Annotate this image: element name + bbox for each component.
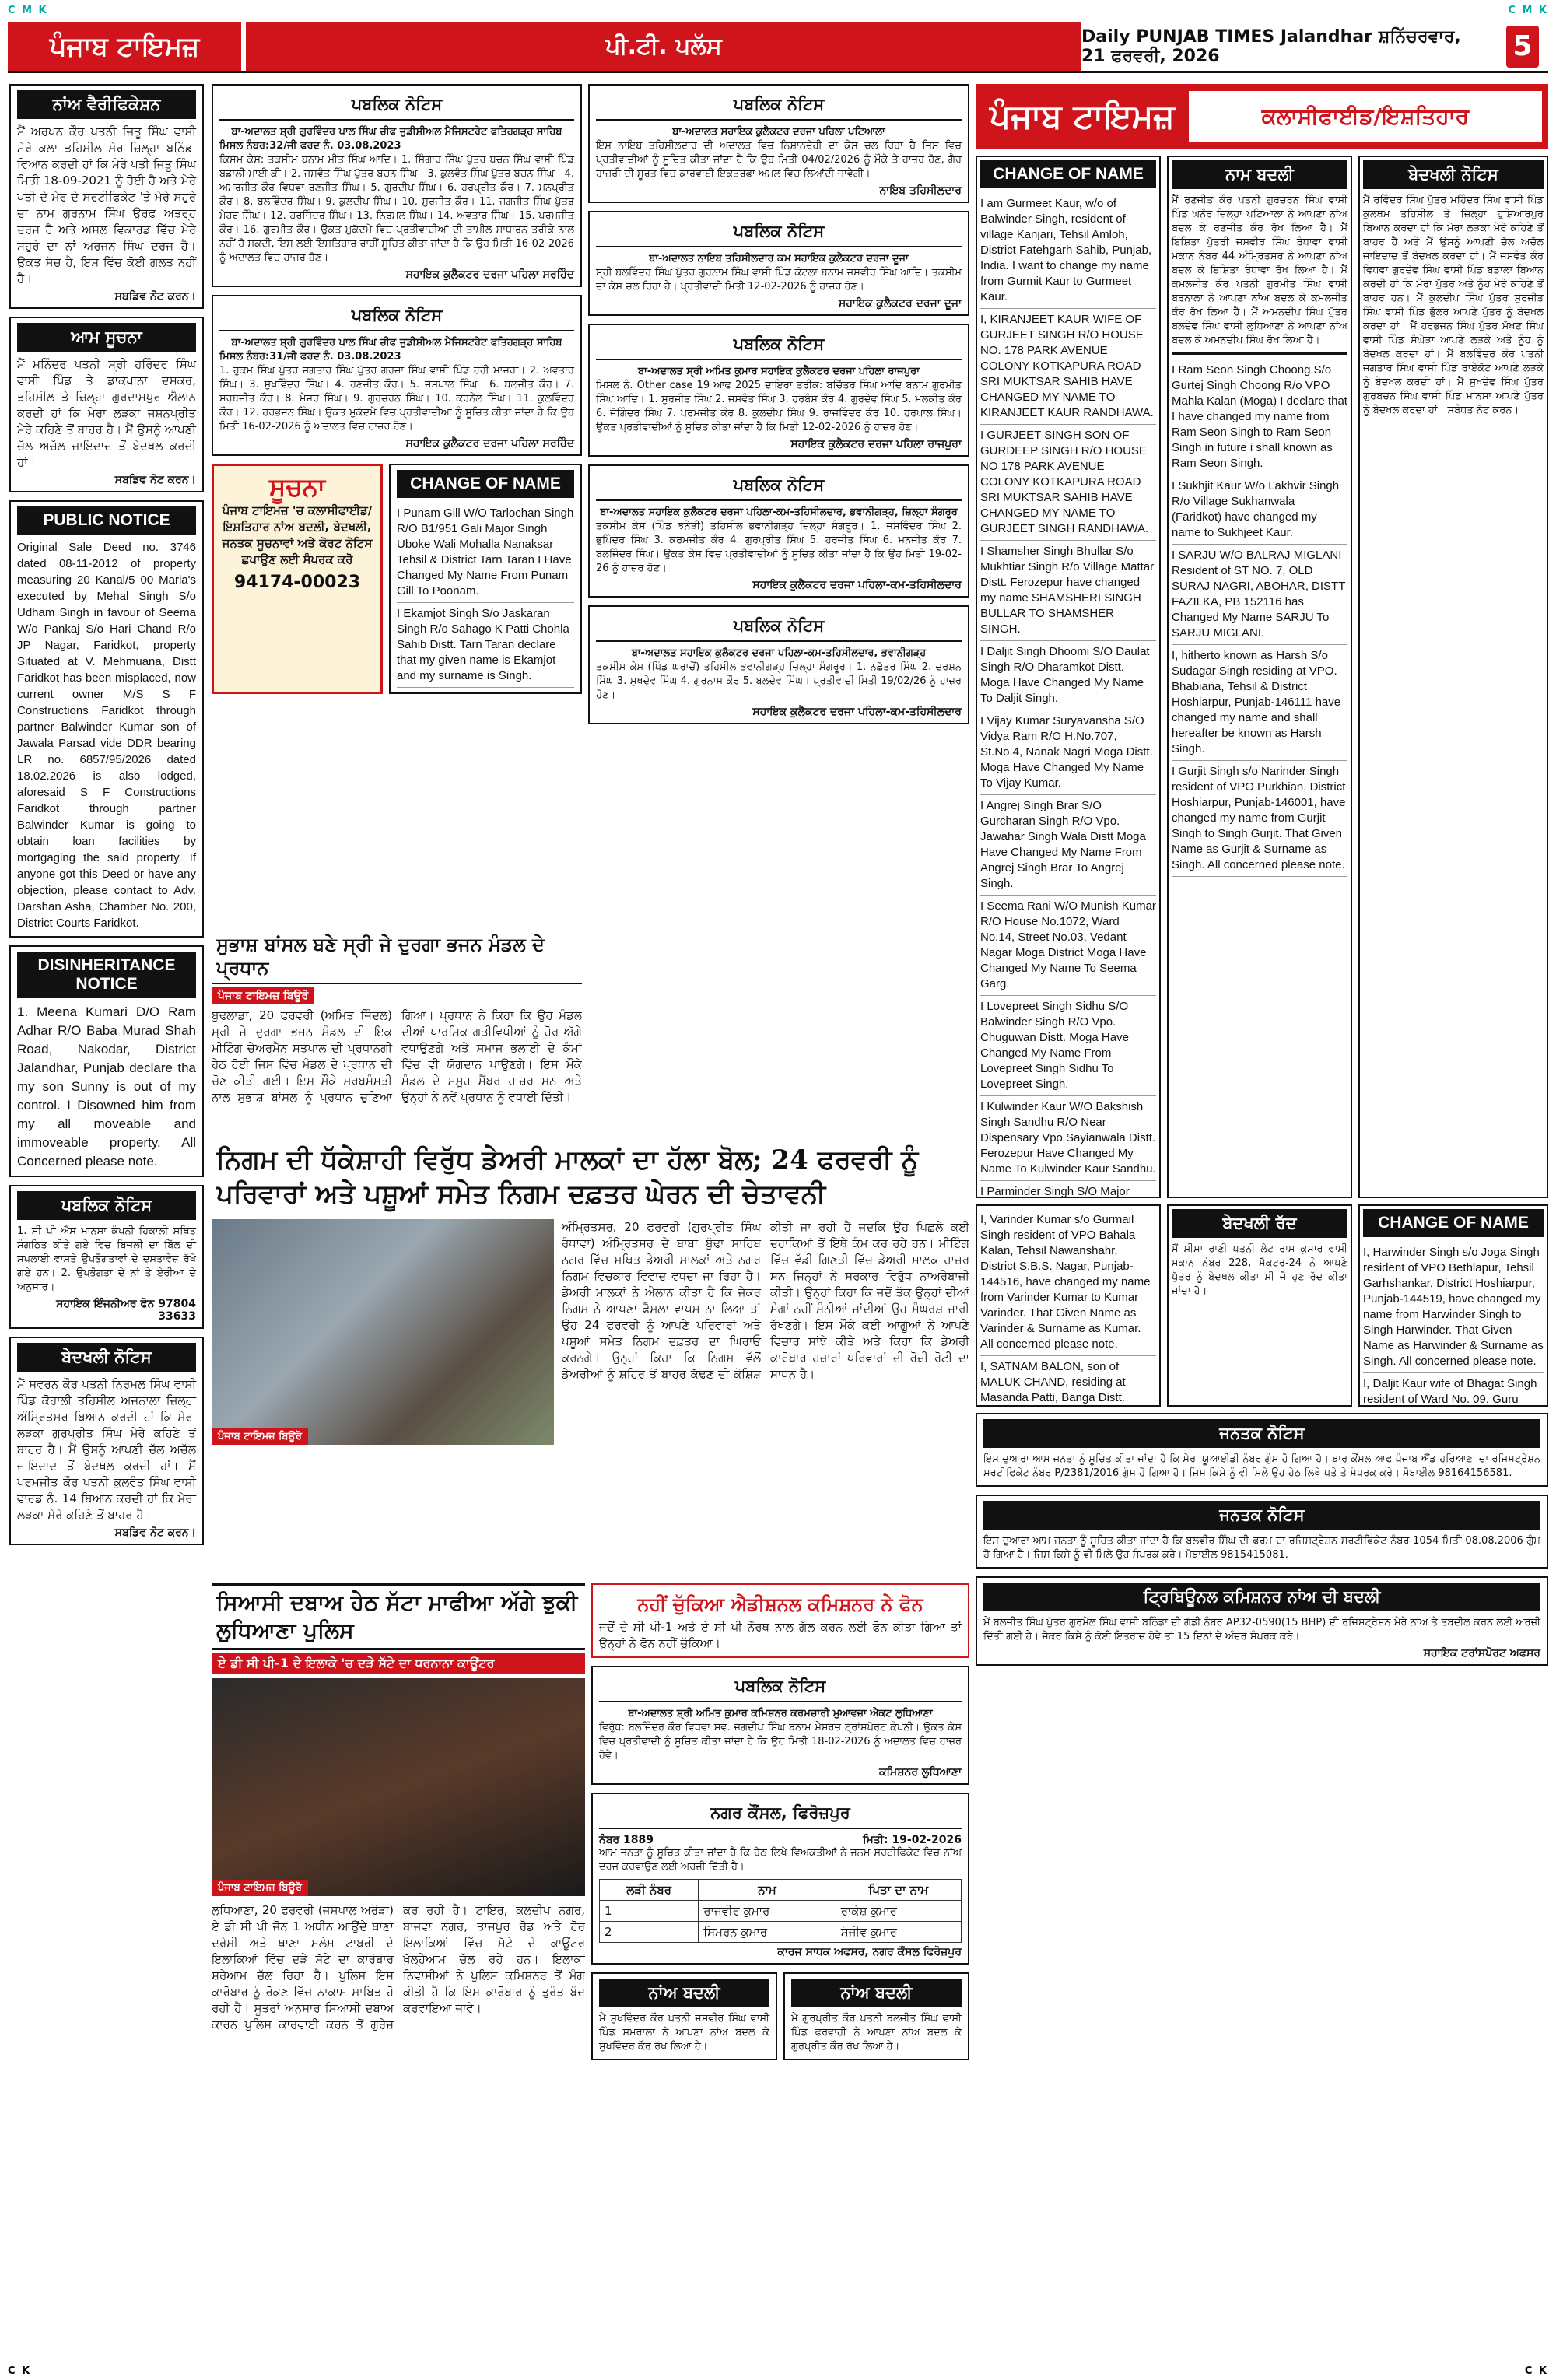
change-of-name-list: [980, 193, 1156, 1198]
classified-ad: [212, 464, 383, 694]
disinheritance-notice: [9, 945, 204, 1177]
notice-body: ਮਿਸਲ ਨੰ. Other case 19 ਆਫ 2025 ਦਾਇਰਾ ਤਰੀਕ: ਬਚਿੱਤਰ ਸਿੰਘ ਆਦਿ ਬਨਾਮ ਗੁਰਮੀਤ ਸਿੰਘ ਆਦਿ। 1. ਸੁਰਜੀਤ ਸਿੰਘ 2. ਜਸਵੰਤ ਸਿੰਘ 3. ਹਰਬੰਸ ਕੌਰ 4. ਗੁਰਦੇਵ ਸਿੰਘ 5. ਮਲਕੀਤ ਕੌਰ 6. ਜੋਗਿੰਦਰ ਸਿੰਘ 7. ਪਰਮਜੀਤ ਕੌਰ 8. ਕੁਲਦੀਪ ਸਿੰਘ 9. ਰਾਜਵਿੰਦਰ ਕੌਰ 10. ਹਰਪਾਲ ਸਿੰਘ। ਉਕਤ ਪ੍ਰਤੀਵਾਦੀਆਂ ਨੂੰ ਸੂਚਿਤ ਕੀਤਾ ਜਾਂਦਾ ਹੈ ਕਿ ਮਿਤੀ 12-02-2026 ਨੂੰ ਹਾਜ਼ਰ ਹੋਣ।: [596, 380, 962, 433]
news-kicker: ਏ ਡੀ ਸੀ ਪੀ-1 ਦੇ ਇਲਾਕੇ 'ਚ ਦੜੇ ਸੱਟੇ ਦਾ ਧਰਨਾਨਾ ਕਾਊਂਟਰ: [212, 1653, 585, 1674]
ref-date: ਮਿਤੀ: 19-02-2026: [863, 1834, 962, 1846]
court-name: ਬਾ-ਅਦਾਲਤ ਸ਼੍ਰੀ ਅਮਿਤ ਕੁਮਾਰ ਕਮਿਸ਼ਨਰ ਕਰਮਚਾਰੀ ਮੁਆਵਜ਼ਾ ਐਕਟ ਲੁਧਿਆਣਾ: [628, 1708, 933, 1719]
notice-heading: ਪਬਲਿਕ ਨੋਟਿਸ: [596, 471, 962, 501]
notice-signature: ਸਹਾਇਕ ਕੁਲੈਕਟਰ ਦਰਜਾ ਪਹਿਲਾ ਸਰਹਿੰਦ: [405, 268, 574, 281]
list-item: I Vijay Kumar Suryavansha S/O Vidya Ram R/O H.No.707, St.No.4, Nanak Nagri Moga Distt. Moga Have Changed My Name To Vijay Kumar.: [980, 710, 1156, 795]
list-item: I am Gurmeet Kaur, w/o of Balwinder Singh, resident of village Kanjari, Tehsil Amloh, District Fatehgarh Sahib, Punjab, India. I want to change my name from Gurmit Kaur to Gurmeet Kaur.: [980, 193, 1156, 309]
list-item: I Seema Rani W/O Munish Kumar R/O House No.1072, Ward No.14, Street No.03, Vedant Nagar Moga District Moga Have Changed My Name To Seema Garg.: [980, 896, 1156, 996]
notice-heading: ਪਬਲਿਕ ਨੋਟਿਸ: [596, 90, 962, 121]
column-1: [9, 84, 204, 2349]
notice-body: Original Sale Deed no. 3746 dated 08-11-2012 of property measuring 20 Kanal/5 00 Marla's executed by Mehal Singh S/o Udham Singh in favour of Seema W/o Pankaj S/o Hari Chand R/o JP Nagar, Faridkot, property Situated at V. Mehmuana, Distt Faridkot has been misplaced, now current owner M/S S F Constructions Faridkot through partner Balwinder Kumar son of Jawala Parsad vide DDR bearing LR no. 6857/95/2026 dated 18.02.2026 is also lodged, aforesaid S F Constructions Faridkot through partner Balwinder Kumar is going to obtain loan facilities by mortgaging the said property. If anyone got this Deed or have any objection, please contact to Adv. Darshan Asha, Chamber No. 200, District Courts Faridkot.: [17, 541, 196, 930]
notice-body: ਮੈਂ ਮਨਿੰਦਰ ਪਤਨੀ ਸ੍ਰੀ ਹਰਿੰਦਰ ਸਿੰਘ ਵਾਸੀ ਪਿੰਡ ਤੇ ਡਾਕਖਾਨਾ ਦਸਕਰ, ਤਹਿਸੀਲ ਤੇ ਜ਼ਿਲ੍ਹਾ ਗੁਰਦਾਸਪੁਰ ਐਲਾਨ ਕਰਦੀ ਹਾਂ ਕਿ ਮੇਰਾ ਲੜਕਾ ਜਸ਼ਨਪ੍ਰੀਤ ਮੇਰੇ ਕਹਿਣੇ ਤੋਂ ਬਾਹਰ ਹੈ। ਮੈਂ ਉਸਨੂੰ ਆਪਣੀ ਚੱਲ ਅਚੱਲ ਜਾਇਦਾਦ ਤੋਂ ਬੇਦਖਲ ਕਰਦੀ ਹਾਂ।: [17, 357, 196, 469]
notice-heading: ਪਬਲਿਕ ਨੋਟਿਸ: [17, 1191, 196, 1220]
court-notice-e: [588, 605, 969, 724]
classified-top-row: [976, 156, 1548, 1198]
table-header: ਨਾਮ: [699, 1880, 836, 1901]
photo-caption: ਪੰਜਾਬ ਟਾਇਮਜ਼ ਬਿਊਰੋ: [212, 1880, 308, 1896]
divider: [1172, 352, 1347, 355]
list-item: I, Harwinder Singh s/o Joga Singh resident of VPO Bethlapur, Tehsil Garhshankar, District Hoshiarpur, Punjab-144519, have changed my name from Harwinder Singh to Singh Harwinder. That Given Name as Harwinder & Surname as Singh. All concerned please note.: [1363, 1242, 1544, 1373]
list-item: I Gurjit Singh s/o Narinder Singh resident of VPO Purkhian, District Hoshiarpur, Punjab-146001, have changed my name from Gurjit Singh to Singh Gurjit. That Given Name as Gurjit & Surname as Singh. All concerned please note.: [1172, 761, 1347, 877]
list-item: I Punam Gill W/O Tarlochan Singh R/O B1/951 Gali Major Singh Uboke Wali Mohalla Nanaksar Tehsil & District Tarn Taran I Have Changed My Name From Punam Gill To Poonam.: [397, 503, 574, 603]
list-item: I Shamsher Singh Bhullar S/o Mukhtiar Singh R/o Village Mattar Distt. Ferozepur have changed my name SHAMSHERI SINGH BULLAR TO SHAMSHER SINGH.: [980, 541, 1156, 641]
list-item: I Daljit Singh Dhoomi S/O Daulat Singh R/O Dharamkot Distt. Moga Have Changed My Name To Daljit Singh.: [980, 641, 1156, 710]
change-of-name-box: [389, 464, 582, 694]
notice-heading: ਪਬਲਿਕ ਨੋਟਿਸ: [596, 330, 962, 360]
masthead-info: [1081, 22, 1548, 71]
list-item: I, SATNAM BALON, son of MALUK CHAND, residing at Masanda Patti, Banga Distt.: [980, 1356, 1156, 1407]
nagar-council-notice: [591, 1793, 969, 1965]
notice-body: ਮੈਂ ਸੀਮਾ ਰਾਣੀ ਪਤਨੀ ਲੇਟ ਰਾਮ ਕੁਮਾਰ ਵਾਸੀ ਮਕਾਨ ਨੰਬਰ 228, ਸੈਕਟਰ-24 ਨੇ ਆਪਣੇ ਪੁੱਤਰ ਨੂੰ ਬੇਦਖਲ ਕੀਤਾ ਸੀ ਜੋ ਹੁਣ ਰੱਦ ਕੀਤਾ ਜਾਂਦਾ ਹੈ।: [1172, 1243, 1347, 1297]
notice-heading: ਪਬਲਿਕ ਨੋਟਿਸ: [219, 90, 574, 121]
public-notice-english: [9, 500, 204, 938]
name-change-pair: [591, 1972, 969, 2068]
news-body: ਲੁਧਿਆਣਾ, 20 ਫਰਵਰੀ (ਜਸਪਾਲ ਅਰੋੜਾ) ਏ ਡੀ ਸੀ ਪੀ ਜੋਨ 1 ਅਧੀਨ ਆਉਂਦੇ ਥਾਣਾ ਦਰੇਸੀ ਅਤੇ ਥਾਣਾ ਸਲੇਮ ਟਾਬਰੀ ਦੇ ਇਲਾਕਿਆਂ ਵਿੱਚ ਦੜੇ ਸੱਟੇ ਦਾ ਕਾਰੋਬਾਰ ਸ਼ਰੇਆਮ ਚੱਲ ਰਿਹਾ ਹੈ। ਪੁਲਿਸ ਇਸ ਕਾਰੋਬਾਰ ਨੂੰ ਰੋਕਣ ਵਿੱਚ ਨਾਕਾਮ ਸਾਬਿਤ ਹੋ ਰਹੀ ਹੈ। ਸੂਤਰਾਂ ਅਨੁਸਾਰ ਸਿਆਸੀ ਦਬਾਅ ਕਾਰਨ ਪੁਲਿਸ ਕਾਰਵਾਈ ਕਰਨ ਤੋਂ ਗੁਰੇਜ਼ ਕਰ ਰਹੀ ਹੈ। ਟਾਇਰ, ਕੁਲਦੀਪ ਨਗਰ, ਬਾਜਵਾ ਨਗਰ, ਤਾਜਪੁਰ ਰੋਡ ਅਤੇ ਹੋਰ ਇਲਾਕਿਆਂ ਵਿੱਚ ਸੱਟੇ ਦੇ ਕਾਊਂਟਰ ਖੁੱਲ੍ਹੇਆਮ ਚੱਲ ਰਹੇ ਹਨ। ਇਲਾਕਾ ਨਿਵਾਸੀਆਂ ਨੇ ਪੁਲਿਸ ਕਮਿਸ਼ਨਰ ਤੋਂ ਮੰਗ ਕੀਤੀ ਹੈ ਕਿ ਇਸ ਕਾਰੋਬਾਰ ਨੂੰ ਤੁਰੰਤ ਬੰਦ ਕਰਵਾਇਆ ਜਾਵੇ।: [212, 1903, 585, 2031]
notice-signature: ਸਬਡਿਵ ਨੋਟ ਕਰਨ।: [114, 1526, 196, 1539]
table-row: [600, 1922, 962, 1943]
disowned-notice: [9, 1337, 204, 1545]
vehicle-transfer-notice: [976, 1576, 1548, 1666]
notice-body: ਆਮ ਜਨਤਾ ਨੂੰ ਸੂਚਿਤ ਕੀਤਾ ਜਾਂਦਾ ਹੈ ਕਿ ਹੇਠ ਲਿਖੇ ਵਿਅਕਤੀਆਂ ਨੇ ਜਨਮ ਸਰਟੀਫਿਕੇਟ ਵਿਚ ਨਾਂਅ ਦਰਜ ਕਰਵਾਉਣ ਲਈ ਅਰਜ਼ੀ ਦਿੱਤੀ ਹੈ।: [599, 1847, 962, 1873]
public-notice-punjabi: [9, 1185, 204, 1329]
notice-heading: ਪਬਲਿਕ ਨੋਟਿਸ: [219, 301, 574, 331]
notice-body: ਮੈਂ ਬਲਜੀਤ ਸਿੰਘ ਪੁੱਤਰ ਗੁਰਮੇਲ ਸਿੰਘ ਵਾਸੀ ਬਠਿੰਡਾ ਦੀ ਗੱਡੀ ਨੰਬਰ AP32-0590(15 BHP) ਦੀ ਰਜਿਸਟ੍ਰੇਸ਼ਨ ਮੇਰੇ ਨਾਂਅ ਤੇ ਤਬਦੀਲ ਕਰਨ ਲਈ ਅਰਜ਼ੀ ਦਿੱਤੀ ਗਈ ਹੈ। ਜੇਕਰ ਕਿਸੇ ਨੂੰ ਕੋਈ ਇਤਰਾਜ਼ ਹੋਵੇ ਤਾਂ 15 ਦਿਨਾਂ ਦੇ ਅੰਦਰ ਸੰਪਰਕ ਕਰੇ।: [983, 1617, 1540, 1642]
notice-heading: ਨਾਂਅ ਵੈਰੀਫਿਕੇਸ਼ਨ: [17, 90, 196, 119]
notice-body: ਸ੍ਰੀ ਬਲਵਿੰਦਰ ਸਿੰਘ ਪੁੱਤਰ ਗੁਰਨਾਮ ਸਿੰਘ ਵਾਸੀ ਪਿੰਡ ਕੋਟਲਾ ਬਨਾਮ ਜਸਵੀਰ ਸਿੰਘ ਆਦਿ। ਤਕਸੀਮ ਦਾ ਕੇਸ ਚਲ ਰਿਹਾ ਹੈ। ਪ੍ਰਤੀਵਾਦੀ ਮਿਤੀ 12-02-2026 ਨੂੰ ਹਾਜ਼ਰ ਹੋਣ।: [596, 267, 962, 293]
list-item: I Kulwinder Kaur W/O Bakshish Singh Sandhu R/O Near Dispensary Vpo Sayianwala Distt. Ferozepur Have Changed My Name To Kulwinder Kaur Sandhu.: [980, 1096, 1156, 1181]
notice-signature: ਸਹਾਇਕ ਕੁਲੈਕਟਰ ਦਰਜਾ ਪਹਿਲਾ-ਕਮ-ਤਹਿਸੀਲਦਾਰ: [752, 706, 962, 718]
ad-title: ਸੂਚਨਾ: [268, 472, 326, 502]
court-name: ਬਾ-ਅਦਾਲਤ ਨਾਇਬ ਤਹਿਸੀਲਦਾਰ ਕਮ ਸਹਾਇਕ ਕੁਲੈਕਟਰ ਦਰਜਾ ਦੂਜਾ: [649, 253, 909, 265]
ad-and-name-change-row: [212, 464, 582, 694]
classified-header: [976, 84, 1548, 149]
court-notice-a: [588, 84, 969, 203]
notice-body: ਮੈਂ ਸਵਰਨ ਕੌਰ ਪਤਨੀ ਨਿਰਮਲ ਸਿੰਘ ਵਾਸੀ ਪਿੰਡ ਕੋਹਾਲੀ ਤਹਿਸੀਲ ਅਜਨਾਲਾ ਜ਼ਿਲ੍ਹਾ ਅੰਮ੍ਰਿਤਸਰ ਬਿਆਨ ਕਰਦੀ ਹਾਂ ਕਿ ਮੇਰਾ ਲੜਕਾ ਗੁਰਪ੍ਰੀਤ ਸਿੰਘ ਮੇਰੇ ਕਹਿਣੇ ਤੋਂ ਬਾਹਰ ਹੈ। ਮੈਂ ਉਸਨੂੰ ਆਪਣੀ ਚੱਲ ਅਚੱਲ ਜਾਇਦਾਦ ਤੋਂ ਬੇਦਖਲ ਕਰਦੀ ਹਾਂ। ਮੈਂ ਪਰਮਜੀਤ ਕੌਰ ਪਤਨੀ ਕੁਲਵੰਤ ਸਿੰਘ ਵਾਸੀ ਵਾਰਡ ਨੰ. 14 ਬਿਆਨ ਕਰਦੀ ਹਾਂ ਕਿ ਮੇਰਾ ਲੜਕਾ ਮੇਰੇ ਕਹਿਣੇ ਤੋਂ ਬਾਹਰ ਹੈ।: [17, 1377, 196, 1522]
news-photo: [212, 1219, 554, 1445]
table-cell: ਸਿਮਰਨ ਕੁਮਾਰ: [699, 1922, 836, 1943]
page-number: 5: [1506, 26, 1539, 68]
notice-body: ਮੈਂ ਸੁਖਵਿੰਦਰ ਕੌਰ ਪਤਨੀ ਜਸਵੀਰ ਸਿੰਘ ਵਾਸੀ ਪਿੰਡ ਸਮਰਾਲਾ ਨੇ ਆਪਣਾ ਨਾਂਅ ਬਦਲ ਕੇ ਸੁਖਵਿੰਦਰ ਕੌਰ ਰੱਖ ਲਿਆ ਹੈ।: [599, 2013, 769, 2052]
notice-heading: ਨਾਂਅ ਬਦਲੀ: [791, 1979, 962, 2007]
notice-body: 1. ਹੁਕਮ ਸਿੰਘ ਪੁੱਤਰ ਜਗਤਾਰ ਸਿੰਘ ਪੁੱਤਰ ਗਰਜਾ ਸਿੰਘ ਵਾਸੀ ਪਿੰਡ ਹਰੀ ਮਾਜਰਾ। 2. ਅਵਤਾਰ ਸਿੰਘ। 3. ਸੁਖਵਿੰਦਰ ਸਿੰਘ। 4. ਰਣਜੀਤ ਕੌਰ। 5. ਜਸਪਾਲ ਸਿੰਘ। 6. ਬਲਜੀਤ ਕੌਰ। 7. ਸਰਬਜੀਤ ਕੌਰ। 8. ਮੇਜਰ ਸਿੰਘ। 9. ਗੁਰਚਰਨ ਸਿੰਘ। 10. ਕਰਨੈਲ ਸਿੰਘ। 11. ਕੁਲਵਿੰਦਰ ਕੌਰ। 12. ਹਰਭਜਨ ਸਿੰਘ। ਉਕਤ ਮੁਕੱਦਮੇ ਵਿਚ ਪ੍ਰਤੀਵਾਦੀਆਂ ਨੂੰ ਸੂਚਿਤ ਕੀਤਾ ਜਾਂਦਾ ਹੈ ਕਿ ਉਹ ਮਿਤੀ 16-02-2026 ਨੂੰ ਅਦਾਲਤ ਵਿਚ ਹਾਜ਼ਰ ਹੋਣ।: [219, 365, 574, 433]
photo-caption: ਪੰਜਾਬ ਟਾਇਮਜ਼ ਬਿਊਰੋ: [212, 1428, 308, 1445]
news-headline: ਨਿਗਮ ਦੀ ਧੱਕੇਸ਼ਾਹੀ ਵਿਰੁੱਧ ਡੇਅਰੀ ਮਾਲਕਾਂ ਦਾ ਹੱਲਾ ਬੋਲ; 24 ਫਰਵਰੀ ਨੂੰ ਪਰਿਵਾਰਾਂ ਅਤੇ ਪਸ਼ੂਆਂ ਸਮੇਤ ਨਿਗਮ ਦਫ਼ਤਰ ਘੇਰਨ ਦੀ ਚੇਤਾਵਨੀ: [216, 1144, 919, 1210]
name-change-box-1: [591, 1972, 777, 2060]
notice-heading: ਟ੍ਰਿਬਿਊਨਲ ਕਮਿਸ਼ਨਰ ਨਾਂਅ ਦੀ ਬਦਲੀ: [983, 1583, 1540, 1611]
public-notice-2: [976, 1495, 1548, 1569]
disowned-cancel-box: [1167, 1204, 1352, 1407]
applicant-table: [599, 1879, 962, 1943]
notice-body: ਤਕਸੀਮ ਕੇਸ (ਪਿੰਡ ਘਰਾਚੋਂ) ਤਹਿਸੀਲ ਭਵਾਨੀਗੜ੍ਹ ਜ਼ਿਲ੍ਹਾ ਸੰਗਰੂਰ। 1. ਨਛੱਤਰ ਸਿੰਘ 2. ਦਰਸ਼ਨ ਸਿੰਘ 3. ਸੁਖਦੇਵ ਸਿੰਘ 4. ਗੁਰਨਾਮ ਕੌਰ 5. ਬਲਦੇਵ ਸਿੰਘ। ਪ੍ਰਤੀਵਾਦੀ ਮਿਤੀ 19/02/26 ਨੂੰ ਹਾਜ਼ਰ ਹੋਣ।: [596, 661, 962, 701]
court-notice-1: [212, 84, 582, 287]
notice-heading: CHANGE OF NAME: [397, 470, 574, 498]
notice-ref-row: [599, 1834, 962, 1846]
list-item: I SARJU W/O BALRAJ MIGLANI Resident of ST NO. 7, OLD SURAJ NAGRI, ABOHAR, DISTT FAZILKA, PB 152116 has Changed My Name SARJU To SARJU MIGLANI.: [1172, 545, 1347, 645]
name-change-box-2: [783, 1972, 969, 2060]
classified-logo: ਪੰਜਾਬ ਟਾਇਮਜ਼: [990, 97, 1175, 135]
notice-heading: DISINHERITANCE NOTICE: [17, 952, 196, 998]
court-name: ਬਾ-ਅਦਾਲਤ ਸ਼੍ਰੀ ਗੁਰਵਿੰਦਰ ਪਾਲ ਸਿੰਘ ਚੀਫ ਜੁਡੀਸ਼ੀਅਲ ਮੈਜਿਸਟਰੇਟ ਫਤਿਹਗੜ੍ਹ ਸਾਹਿਬ: [231, 126, 562, 138]
notice-heading: ਬੇਦਖਲੀ ਰੱਦ: [1172, 1209, 1347, 1238]
notice-body: ਮੈਂ ਰਵਿੰਦਰ ਸਿੰਘ ਪੁੱਤਰ ਮਹਿੰਦਰ ਸਿੰਘ ਵਾਸੀ ਪਿੰਡ ਕੁਲਥਮ ਤਹਿਸੀਲ ਤੇ ਜ਼ਿਲ੍ਹਾ ਹੁਸ਼ਿਆਰਪੁਰ ਬਿਆਨ ਕਰਦਾ ਹਾਂ ਕਿ ਮੇਰਾ ਲੜਕਾ ਮੇਰੇ ਕਹਿਣੇ ਤੋਂ ਬਾਹਰ ਹੈ ਅਤੇ ਮੈਂ ਉਸਨੂੰ ਆਪਣੀ ਚੱਲ ਅਚੱਲ ਜਾਇਦਾਦ ਤੋਂ ਬੇਦਖਲ ਕਰਦਾ ਹਾਂ। ਮੈਂ ਜਸਵੰਤ ਕੌਰ ਵਿਧਵਾ ਗੁਰਦੇਵ ਸਿੰਘ ਵਾਸੀ ਪਿੰਡ ਬਡਾਲਾ ਬਿਆਨ ਕਰਦੀ ਹਾਂ ਕਿ ਮੇਰਾ ਪੁੱਤਰ ਅਤੇ ਨੂੰਹ ਮੇਰੇ ਕਹਿਣੇ ਤੋਂ ਬਾਹਰ ਹਨ। ਮੈਂ ਕੁਲਦੀਪ ਸਿੰਘ ਪੁੱਤਰ ਸੁਰਜੀਤ ਸਿੰਘ ਵਾਸੀ ਪਿੰਡ ਭੁੱਲਰ ਆਪਣੇ ਪੁੱਤਰ ਨੂੰ ਬੇਦਖਲ ਕਰਦਾ ਹਾਂ। ਮੈਂ ਹਰਭਜਨ ਸਿੰਘ ਪੁੱਤਰ ਮੱਖਣ ਸਿੰਘ ਵਾਸੀ ਪਿੰਡ ਸੰਘੇੜਾ ਆਪਣੇ ਲੜਕੇ ਅਤੇ ਨੂੰਹ ਨੂੰ ਬੇਦਖਲ ਕਰਦਾ ਹਾਂ। ਮੈਂ ਬਲਵਿੰਦਰ ਕੌਰ ਪਤਨੀ ਜਗਤਾਰ ਸਿੰਘ ਵਾਸੀ ਪਿੰਡ ਰਾਏਕੋਟ ਆਪਣੇ ਲੜਕੇ ਨੂੰ ਬੇਦਖਲ ਕਰਦੀ ਹਾਂ। ਮੈਂ ਸੁਖਦੇਵ ਸਿੰਘ ਪੁੱਤਰ ਗੁਰਬਚਨ ਸਿੰਘ ਵਾਸੀ ਪਿੰਡ ਮਾਨਸਾ ਆਪਣੇ ਪੁੱਤਰ ਨੂੰ ਬੇਦਖਲ ਕਰਦਾ ਹਾਂ। ਸਬੰਧਤ ਨੋਟ ਕਰਨ।: [1363, 195, 1544, 416]
list-item: I, KIRANJEET KAUR WIFE OF GURJEET SINGH R/O HOUSE NO. 178 PARK AVENUE COLONY KOTKAPURA ROAD SRI MUKTSAR SAHIB HAVE CHANGED MY NAME TO KIRANJEET KAUR RANDHAWA.: [980, 309, 1156, 425]
list-item: I Angrej Singh Brar S/O Gurcharan Singh R/O Vpo. Jawahar Singh Wala Distt Moga Have Changed My Name From Angrej Singh Brar To Angrej Singh.: [980, 795, 1156, 896]
public-notice-1: [976, 1413, 1548, 1487]
notice-heading: ਬੇਦਖਲੀ ਨੋਟਿਸ: [1363, 160, 1544, 189]
list-item: I Ram Seon Singh Choong S/o Gurtej Singh Choong R/o VPO Mahla Kalan (Moga) I declare that I have changed my name from Ram Seon Singh to Ram Seon Singh in future i shall known as Ram Seon Singh.: [1172, 359, 1347, 475]
notice-heading: ਨਗਰ ਕੌਂਸਲ, ਫਿਰੋਜ਼ਪੁਰ: [599, 1799, 962, 1829]
news-byline: ਪੰਜਾਬ ਟਾਇਮਜ਼ ਬਿਊਰੋ: [212, 987, 314, 1004]
notice-signature: ਕਮਿਸ਼ਨਰ ਲੁਧਿਆਣਾ: [878, 1766, 962, 1779]
table-header-row: [600, 1880, 962, 1901]
notice-heading: ਜਨਤਕ ਨੋਟਿਸ: [983, 1501, 1540, 1530]
news-photo: [212, 1678, 585, 1896]
case-number: ਮਿਸਲ ਨੰਬਰ:32/ਜੀ ਫਰਦ ਨੰ. 03.08.2023: [219, 140, 401, 152]
sidebar-headline: ਨਹੀਂ ਚੁੱਕਿਆ ਐਡੀਸ਼ਨਲ ਕਮਿਸ਼ਨਰ ਨੇ ਫੋਨ: [637, 1593, 923, 1615]
list-item: I, hitherto known as Harsh S/o Sudagar Singh residing at VPO. Bhabiana, Tehsil & District Hoshiarpur, Punjab-146111 have changed my name and shall hereafter be known as Harsh Singh.: [1172, 645, 1347, 761]
change-of-name-column: [976, 156, 1161, 1198]
registration-mark-top-left: C M K: [8, 5, 48, 16]
notice-body: ਇਸ ਦੁਆਰਾ ਆਮ ਜਨਤਾ ਨੂੰ ਸੂਚਿਤ ਕੀਤਾ ਜਾਂਦਾ ਹੈ ਕਿ ਬਲਵੀਰ ਸਿੰਘ ਦੀ ਫਰਮ ਦਾ ਰਜਿਸਟ੍ਰੇਸ਼ਨ ਸਰਟੀਫਿਕੇਟ ਨੰਬਰ 1054 ਮਿਤੀ 08.08.2006 ਗੁੰਮ ਹੋ ਗਿਆ ਹੈ। ਜਿਸ ਕਿਸੇ ਨੂੰ ਵੀ ਮਿਲੇ ਉਹ ਸੰਪਰਕ ਕਰੇ। ਮੋਬਾਈਲ 9815415081.: [983, 1535, 1540, 1561]
notice-heading: ਆਮ ਸੂਚਨਾ: [17, 323, 196, 352]
news-body: ਬੁਢਲਾਡਾ, 20 ਫਰਵਰੀ (ਅਮਿਤ ਜਿੰਦਲ) ਸ੍ਰੀ ਜੇ ਦੁਰਗਾ ਭਜਨ ਮੰਡਲ ਦੀ ਇਕ ਮੀਟਿੰਗ ਚੇਅਰਮੈਨ ਸਤਪਾਲ ਦੀ ਪ੍ਰਧਾਨਗੀ ਹੇਠ ਹੋਈ ਜਿਸ ਵਿੱਚ ਮੰਡਲ ਦੇ ਪ੍ਰਧਾਨ ਦੀ ਚੋਣ ਕੀਤੀ ਗਈ। ਇਸ ਮੌਕੇ ਸਰਬਸੰਮਤੀ ਨਾਲ ਸੁਭਾਸ਼ ਬਾਂਸਲ ਨੂੰ ਪ੍ਰਧਾਨ ਚੁਣਿਆ ਗਿਆ। ਪ੍ਰਧਾਨ ਨੇ ਕਿਹਾ ਕਿ ਉਹ ਮੰਡਲ ਦੀਆਂ ਧਾਰਮਿਕ ਗਤੀਵਿਧੀਆਂ ਨੂੰ ਹੋਰ ਅੱਗੇ ਵਧਾਉਣਗੇ ਅਤੇ ਸਮਾਜ ਭਲਾਈ ਦੇ ਕੰਮਾਂ ਵਿੱਚ ਵੀ ਯੋਗਦਾਨ ਪਾਉਣਗੇ। ਇਸ ਮੌਕੇ ਮੰਡਲ ਦੇ ਸਮੂਹ ਮੈਂਬਰ ਹਾਜ਼ਰ ਸਨ ਅਤੇ ਉਨ੍ਹਾਂ ਨੇ ਨਵੇਂ ਪ੍ਰਧਾਨ ਨੂੰ ਵਧਾਈ ਦਿੱਤੀ।: [212, 1008, 582, 1104]
change-of-name-list-3: [980, 1209, 1156, 1407]
court-notice-2: [212, 295, 582, 456]
sidebar-body: ਜਦੋਂ ਦੇ ਸੀ ਪੀ-1 ਅਤੇ ਏ ਸੀ ਪੀ ਨੌਰਥ ਨਾਲ ਗੱਲ ਕਰਨ ਲਈ ਫੋਨ ਕੀਤਾ ਗਿਆ ਤਾਂ ਉਨ੍ਹਾਂ ਨੇ ਫੋਨ ਨਹੀਂ ਚੁੱਕਿਆ।: [599, 1620, 962, 1650]
change-of-name-box-2: [1358, 1204, 1548, 1407]
classified-middle-row: [976, 1204, 1548, 1407]
court-name: ਬਾ-ਅਦਾਲਤ ਸ੍ਰੀ ਅਮਿਤ ਕੁਮਾਰ ਸਹਾਇਕ ਕੁਲੈਕਟਰ ਦਰਜਾ ਪਹਿਲਾ ਰਾਜਪੁਰਾ: [638, 366, 920, 377]
notice-heading: ਪਬਲਿਕ ਨੋਟਿਸ: [596, 612, 962, 642]
table-cell: ਰਾਜਵੀਰ ਕੁਮਾਰ: [699, 1901, 836, 1922]
court-name: ਬਾ-ਅਦਾਲਤ ਸਹਾਇਕ ਕੁਲੈਕਟਰ ਦਰਜਾ ਪਹਿਲਾ-ਕਮ-ਤਹਿਸੀਲਦਾਰ, ਭਵਾਨੀਗੜ੍ਹ: [631, 647, 927, 659]
list-item: I Parminder Singh S/O Major: [980, 1181, 1156, 1198]
list-item: I, Daljit Kaur wife of Bhagat Singh resident of Ward No. 09, Guru: [1363, 1373, 1544, 1407]
court-notice-d: [588, 464, 969, 598]
notice-signature: ਸਹਾਇਕ ਕੁਲੈਕਟਰ ਦਰਜਾ ਪਹਿਲਾ-ਕਮ-ਤਹਿਸੀਲਦਾਰ: [752, 579, 962, 591]
change-of-name-list: [397, 503, 574, 688]
notice-heading: ਬੇਦਖਲੀ ਨੋਟਿਸ: [17, 1343, 196, 1372]
classified-section: [976, 84, 1548, 2349]
table-header: ਪਿਤਾ ਦਾ ਨਾਮ: [836, 1880, 961, 1901]
notice-heading: CHANGE OF NAME: [1363, 1209, 1544, 1237]
notice-signature: ਨਾਇਬ ਤਹਿਸੀਲਦਾਰ: [879, 184, 962, 197]
newspaper-logo: ਪੰਜਾਬ ਟਾਇਮਜ਼: [8, 22, 241, 71]
notice-heading: ਨਾਂਅ ਬਦਲੀ: [599, 1979, 769, 2007]
table-cell: ਰਾਕੇਸ਼ ਕੁਮਾਰ: [836, 1901, 961, 1922]
case-number: ਮਿਸਲ ਨੰਬਰ:31/ਜੀ ਫਰਦ ਨੰ. 03.08.2023: [219, 351, 401, 363]
sidebar-box: [591, 1583, 969, 1658]
table-cell: ਸੰਜੀਵ ਕੁਮਾਰ: [836, 1922, 961, 1943]
notice-heading: ਜਨਤਕ ਨੋਟਿਸ: [983, 1419, 1540, 1448]
notice-signature: ਸਹਾਇਕ ਇੰਜਨੀਅਰ ਫੋਨ 97804 33633: [56, 1298, 196, 1323]
notice-heading: ਪਬਲਿਕ ਨੋਟਿਸ: [599, 1672, 962, 1702]
notice-signature: ਸਹਾਇਕ ਕੁਲੈਕਟਰ ਦਰਜਾ ਦੂਜਾ: [839, 297, 962, 310]
notice-signature: ਸਹਾਇਕ ਕੁਲੈਕਟਰ ਦਰਜਾ ਪਹਿਲਾ ਸਰਹਿੰਦ: [405, 437, 574, 450]
notice-body: ਮੈਂ ਗੁਰਪ੍ਰੀਤ ਕੌਰ ਪਤਨੀ ਬਲਜੀਤ ਸਿੰਘ ਵਾਸੀ ਪਿੰਡ ਫਰਵਾਹੀ ਨੇ ਆਪਣਾ ਨਾਂਅ ਬਦਲ ਕੇ ਗੁਰਪ੍ਰੀਤ ਕੌਰ ਰੱਖ ਲਿਆ ਹੈ।: [791, 2013, 962, 2052]
notice-heading: PUBLIC NOTICE: [17, 506, 196, 535]
news-ludhiana-sidebar: [591, 1583, 969, 2354]
disowned-column: [1358, 156, 1548, 1198]
change-of-name-list-2: [1172, 359, 1347, 877]
table-cell: 2: [600, 1922, 699, 1943]
change-of-name-list-4: [1363, 1242, 1544, 1407]
section-title: ਪੀ.ਟੀ. ਪਲੱਸ: [241, 22, 1081, 71]
registration-mark-top-right: C M K: [1508, 5, 1548, 16]
notice-heading: CHANGE OF NAME: [980, 160, 1156, 188]
news-body: ਅੰਮ੍ਰਿਤਸਰ, 20 ਫਰਵਰੀ (ਗੁਰਪ੍ਰੀਤ ਸਿੰਘ ਰੰਧਾਵਾ) ਅੰਮ੍ਰਿਤਸਰ ਦੇ ਬਾਬਾ ਬੁੱਢਾ ਸਾਹਿਬ ਨਗਰ ਵਿੱਚ ਸਥਿਤ ਡੇਅਰੀ ਮਾਲਕਾਂ ਅਤੇ ਨਗਰ ਨਿਗਮ ਵਿਚਕਾਰ ਵਿਵਾਦ ਵਧਦਾ ਜਾ ਰਿਹਾ ਹੈ। ਡੇਅਰੀ ਮਾਲਕਾਂ ਨੇ ਐਲਾਨ ਕੀਤਾ ਹੈ ਕਿ ਜੇਕਰ ਨਿਗਮ ਨੇ ਆਪਣਾ ਫੈਸਲਾ ਵਾਪਸ ਨਾ ਲਿਆ ਤਾਂ ਉਹ 24 ਫਰਵਰੀ ਨੂੰ ਆਪਣੇ ਪਰਿਵਾਰਾਂ ਅਤੇ ਪਸ਼ੂਆਂ ਸਮੇਤ ਨਿਗਮ ਦਫ਼ਤਰ ਦਾ ਘਿਰਾਓ ਕਰਨਗੇ। ਉਨ੍ਹਾਂ ਕਿਹਾ ਕਿ ਨਿਗਮ ਵੱਲੋਂ ਡੇਅਰੀਆਂ ਨੂੰ ਸ਼ਹਿਰ ਤੋਂ ਬਾਹਰ ਕੱਢਣ ਦੀ ਕੋਸ਼ਿਸ਼ ਕੀਤੀ ਜਾ ਰਹੀ ਹੈ ਜਦਕਿ ਉਹ ਪਿਛਲੇ ਕਈ ਦਹਾਕਿਆਂ ਤੋਂ ਇੱਥੇ ਕੰਮ ਕਰ ਰਹੇ ਹਨ। ਮੀਟਿੰਗ ਵਿੱਚ ਵੱਡੀ ਗਿਣਤੀ ਵਿੱਚ ਡੇਅਰੀ ਮਾਲਕ ਹਾਜ਼ਰ ਸਨ ਜਿਨ੍ਹਾਂ ਨੇ ਸਰਕਾਰ ਵਿਰੁੱਧ ਨਾਅਰੇਬਾਜ਼ੀ ਕੀਤੀ। ਉਨ੍ਹਾਂ ਕਿਹਾ ਕਿ ਜਦੋਂ ਤੱਕ ਉਨ੍ਹਾਂ ਦੀਆਂ ਮੰਗਾਂ ਨਹੀਂ ਮੰਨੀਆਂ ਜਾਂਦੀਆਂ ਉਹ ਸੰਘਰਸ਼ ਜਾਰੀ ਰੱਖਣਗੇ। ਇਸ ਮੌਕੇ ਕਈ ਆਗੂਆਂ ਨੇ ਆਪਣੇ ਵਿਚਾਰ ਸਾਂਝੇ ਕੀਤੇ ਅਤੇ ਕਿਹਾ ਕਿ ਡੇਅਰੀ ਕਾਰੋਬਾਰ ਹਜ਼ਾਰਾਂ ਪਰਿਵਾਰਾਂ ਦੀ ਰੋਜ਼ੀ ਰੋਟੀ ਦਾ ਸਾਧਨ ਹੈ।: [562, 1220, 969, 1381]
masthead: [8, 22, 1548, 73]
table-header: ਲੜੀ ਨੰਬਰ: [600, 1880, 699, 1901]
notice-body: ਮੈਂ ਰਣਜੀਤ ਕੌਰ ਪਤਨੀ ਗੁਰਚਰਨ ਸਿੰਘ ਵਾਸੀ ਪਿੰਡ ਘਨੌਰ ਜ਼ਿਲ੍ਹਾ ਪਟਿਆਲਾ ਨੇ ਆਪਣਾ ਨਾਂਅ ਬਦਲ ਕੇ ਰਣਜੀਤ ਕੌਰ ਰੱਖ ਲਿਆ ਹੈ। ਮੈਂ ਇਸ਼ਿਤਾ ਪੁੱਤਰੀ ਜਸਵੀਰ ਸਿੰਘ ਰੰਧਾਵਾ ਵਾਸੀ ਮਕਾਨ ਨੰਬਰ 44 ਅੰਮ੍ਰਿਤਸਰ ਨੇ ਆਪਣਾ ਨਾਂਅ ਬਦਲ ਕੇ ਇਸ਼ਿਤਾ ਰੰਧਾਵਾ ਰੱਖ ਲਿਆ ਹੈ। ਮੈਂ ਕਮਲਜੀਤ ਕੌਰ ਪਤਨੀ ਗੁਰਮੀਤ ਸਿੰਘ ਵਾਸੀ ਬਰਨਾਲਾ ਨੇ ਆਪਣਾ ਨਾਂਅ ਬਦਲ ਕੇ ਕਮਲਜੀਤ ਕੌਰ ਰੱਖ ਲਿਆ ਹੈ। ਮੈਂ ਅਮਨਦੀਪ ਸਿੰਘ ਪੁੱਤਰ ਬਲਦੇਵ ਸਿੰਘ ਵਾਸੀ ਲੁਧਿਆਣਾ ਨੇ ਆਪਣਾ ਨਾਂਅ ਬਦਲ ਕੇ ਅਮਨਦੀਪ ਸਿੰਘ ਰੱਖ ਲਿਆ ਹੈ।: [1172, 195, 1347, 346]
court-name: ਬਾ-ਅਦਾਲਤ ਸਹਾਇਕ ਕੁਲੈਕਟਰ ਦਰਜਾ ਪਹਿਲਾ ਪਟਿਆਲਾ: [672, 126, 885, 138]
ad-text: ਪੰਜਾਬ ਟਾਇਮਜ਼ 'ਚ ਕਲਾਸੀਫਾਈਡ/ ਇਸ਼ਤਿਹਾਰ ਨਾਂਅ ਬਦਲੀ, ਬੇਦਖਲੀ, ਜਨਤਕ ਸੂਚਨਾਵਾਂ ਅਤੇ ਕੋਰਟ ਨੋਟਿਸ ਛਪਾਉਣ ਲਈ ਸੰਪਰਕ ਕਰੋ: [222, 503, 373, 566]
table-row: [600, 1901, 962, 1922]
news-dairy-protest: [212, 1140, 969, 1576]
list-item: I Ekamjot Singh S/o Jaskaran Singh R/o Sahago K Patti Chohla Sahib Distt. Tarn Taran declare that my given name is Ekamjot and my surname is Singh.: [397, 603, 574, 688]
notice-body: 1. ਸੀ ਪੀ ਐਸ ਮਾਨਸਾ ਕੰਪਨੀ ਹਿਕਾਲੀ ਸਥਿਤ ਸੰਗਠਿਤ ਕੀਤੇ ਗਏ ਵਿਚ ਬਿਜਲੀ ਦਾ ਬਿੱਲ ਦੀ ਸਪਲਾਈ ਵਾਸਤੇ ਉਪਭੋਗਤਾਵਾਂ ਦੇ ਦਸਤਾਵੇਜ਼ ਰੱਖੇ ਗਏ ਹਨ। 2. ਉਪਭੋਗਤਾ ਦੇ ਨਾਂ ਤੇ ਏਰੀਆ ਦੇ ਅਨੁਸਾਰ।: [17, 1225, 196, 1293]
news-headline: ਸਿਆਸੀ ਦਬਾਅ ਹੇਠ ਸੱਟਾ ਮਾਫੀਆ ਅੱਗੇ ਝੁਕੀ ਲੁਧਿਆਣਾ ਪੁਲਿਸ: [212, 1583, 585, 1650]
notice-signature: ਸਬਡਿਵ ਨੋਟ ਕਰਨ।: [114, 290, 196, 303]
news-bhajan-mandal: [212, 930, 582, 1132]
notice-body: 1. Meena Kumari D/O Ram Adhar R/O Baba Murad Shah Road, Nakodar, District Jalandhar, Punjab declare tha my son Sunny is out of my control. I Disowned him from my all moveable and immoveable property. All Concerned please note.: [17, 1004, 196, 1169]
ad-phone: 94174-00023: [233, 573, 361, 592]
registration-mark-bottom-left: C K: [8, 2365, 32, 2377]
notice-signature: ਸਬਡਿਵ ਨੋਟ ਕਰਨ।: [114, 474, 196, 486]
court-name: ਬਾ-ਅਦਾਲਤ ਸ਼੍ਰੀ ਗੁਰਵਿੰਦਰ ਪਾਲ ਸਿੰਘ ਚੀਫ ਜੁਡੀਸ਼ੀਅਲ ਮੈਜਿਸਟਰੇਟ ਫਤਿਹਗੜ੍ਹ ਸਾਹਿਬ: [231, 337, 562, 349]
notice-signature: ਸਹਾਇਕ ਕੁਲੈਕਟਰ ਦਰਜਾ ਪਹਿਲਾ ਰਾਜਪੁਰਾ: [790, 438, 962, 450]
court-notice-f: [591, 1666, 969, 1785]
list-item: I Lovepreet Singh Sidhu S/O Balwinder Singh R/O Vpo. Chuguwan Distt. Moga Have Changed My Name From Lovepreet Singh Sidhu To Lovepreet Singh.: [980, 996, 1156, 1096]
name-verification-notice: [9, 84, 204, 309]
ref-number: ਨੰਬਰ 1889: [599, 1834, 654, 1846]
list-item: I, Varinder Kumar s/o Gurmail Singh resident of VPO Bahala Kalan, Tehsil Nawanshahr, District S.B.S. Nagar, Punjab-144516, have changed my name from Varinder Kumar to Kumar Varinder. That Given Name as Varinder & Surname as Kumar. All concerned please note.: [980, 1209, 1156, 1356]
notice-body: ਕਿਸਮ ਕੇਸ: ਤਕਸੀਮ ਬਨਾਮ ਮੀਤ ਸਿੰਘ ਆਦਿ। 1. ਸਿੰਗਾਰ ਸਿੰਘ ਪੁੱਤਰ ਬਚਨ ਸਿੰਘ ਵਾਸੀ ਪਿੰਡ ਬਡਾਲੀ ਮਾਈ ਕੀ। 2. ਜਸਵੰਤ ਸਿੰਘ ਪੁੱਤਰ ਬਚਨ ਸਿੰਘ। 3. ਕੁਲਵੰਤ ਸਿੰਘ ਪੁੱਤਰ ਬਚਨ ਸਿੰਘ। 4. ਅਮਰਜੀਤ ਕੌਰ ਵਿਧਵਾ ਰਣਜੀਤ ਸਿੰਘ। 5. ਗੁਰਦੀਪ ਸਿੰਘ। 6. ਹਰਪ੍ਰੀਤ ਕੌਰ। 7. ਮਨਪ੍ਰੀਤ ਕੌਰ। 8. ਬਲਵਿੰਦਰ ਸਿੰਘ। 9. ਕੁਲਦੀਪ ਸਿੰਘ। 10. ਸੁਰਜੀਤ ਕੌਰ। 11. ਜਗਜੀਤ ਸਿੰਘ ਪੁੱਤਰ ਮੇਹਰ ਸਿੰਘ। 12. ਹਰਜਿੰਦਰ ਸਿੰਘ। 13. ਨਿਰਮਲ ਸਿੰਘ। 14. ਅਵਤਾਰ ਸਿੰਘ। 15. ਪਰਮਜੀਤ ਕੌਰ। 16. ਗੁਰਮੀਤ ਕੌਰ। ਉਕਤ ਮੁਕੱਦਮੇ ਵਿਚ ਪ੍ਰਤੀਵਾਦੀਆਂ ਦੀ ਤਾਮੀਲ ਸਾਧਾਰਨ ਤਰੀਕੇ ਨਾਲ ਨਹੀਂ ਹੋ ਸਕਦੀ, ਇਸ ਲਈ ਇਸ਼ਤਿਹਾਰ ਰਾਹੀਂ ਸੂਚਿਤ ਕੀਤਾ ਜਾਂਦਾ ਹੈ ਕਿ ਉਹ ਮਿਤੀ 16-02-2026 ਨੂੰ ਅਦਾਲਤ ਵਿਚ ਹਾਜ਼ਰ ਹੋਣ।: [219, 154, 574, 264]
list-item: I Sukhjit Kaur W/o Lakhvir Singh R/o Village Sukhanwala (Faridkot) have changed my name to Sukhjeet Kaur.: [1172, 475, 1347, 545]
news-ludhiana-police: [212, 1583, 585, 2354]
notice-body: ਤਕਸੀਮ ਕੇਸ (ਪਿੰਡ ਝਨੇੜੀ) ਤਹਿਸੀਲ ਭਵਾਨੀਗੜ੍ਹ ਜ਼ਿਲ੍ਹਾ ਸੰਗਰੂਰ। 1. ਜਸਵਿੰਦਰ ਸਿੰਘ 2. ਭੁਪਿੰਦਰ ਸਿੰਘ 3. ਕਰਮਜੀਤ ਕੌਰ 4. ਗੁਰਪ੍ਰੀਤ ਸਿੰਘ 5. ਹਰਜੀਤ ਸਿੰਘ 6. ਮਨਜੀਤ ਕੌਰ 7. ਬਲਜਿੰਦਰ ਸਿੰਘ। ਉਕਤ ਕੇਸ ਵਿਚ ਪ੍ਰਤੀਵਾਦੀਆਂ ਨੂੰ ਸੂਚਿਤ ਕੀਤਾ ਜਾਂਦਾ ਹੈ ਕਿ ਉਹ ਮਿਤੀ 19-02-26 ਨੂੰ ਹਾਜ਼ਰ ਹੋਣ।: [596, 521, 962, 574]
classified-title: ਕਲਾਸੀਫਾਈਡ/ਇਸ਼ਤਿਹਾਰ: [1189, 91, 1542, 142]
notice-body: ਵਿਰੁੱਧ: ਬਲਜਿੰਦਰ ਕੌਰ ਵਿਧਵਾ ਸਵ. ਜਗਦੀਪ ਸਿੰਘ ਬਨਾਮ ਮੈਸਰਜ਼ ਟ੍ਰਾਂਸਪੋਰਟ ਕੰਪਨੀ। ਉਕਤ ਕੇਸ ਵਿਚ ਪ੍ਰਤੀਵਾਦੀ ਨੂੰ ਸੂਚਿਤ ਕੀਤਾ ਜਾਂਦਾ ਹੈ ਕਿ ਉਹ ਮਿਤੀ 18-02-2026 ਨੂੰ ਅਦਾਲਤ ਵਿਚ ਹਾਜ਼ਰ ਹੋਵੇ।: [599, 1722, 962, 1761]
notice-heading: ਨਾਮ ਬਦਲੀ: [1172, 160, 1347, 189]
notice-signature: ਕਾਰਜ ਸਾਧਕ ਅਫਸਰ, ਨਗਰ ਕੌਂਸਲ ਫਿਰੋਜ਼ਪੁਰ: [777, 1946, 962, 1958]
news-content: [212, 1219, 969, 1562]
notice-body: ਮੈਂ ਅਰਪਨ ਕੌਰ ਪਤਨੀ ਜਿਤੂ ਸਿੰਘ ਵਾਸੀ ਮੇਰੇ ਕਲਾ ਤਹਿਸੀਲ ਮੇਰ ਜ਼ਿਲ੍ਹਾ ਬਠਿੰਡਾ ਵਿਆਨ ਕਰਦੀ ਹਾਂ ਕਿ ਮੇਰੇ ਪਤੀ ਜਿਤੂ ਸਿੰਘ ਮਿਤੀ 18-09-2021 ਨੂੰ ਹੋਈ ਹੈ ਅਤੇ ਮੇਰੇ ਪਤੀ ਦੇ ਮੇਰ ਦੇ ਸਰਟੀਫਿਕੇਟ 'ਤੇ ਮੇਰੇ ਸਹੁਰੇ ਦਾ ਨਾਮ ਗੁਰਨਾਮ ਸਿੰਘ ਉਰਫ ਅਤਰ੍ਹ ਦਰਜ ਹੈ ਅਤੇ ਅਸਲ ਵਿਕਾਰਡ ਵਿੱਚ ਮੇਰੇ ਸਹੁਰੇ ਦਾ ਨਾਂ ਅਰਜਨ ਸਿੰਘ ਦਰਜ ਹੈ। ਉਕਤ ਸੱਚ ਹੈ, ਇਸ ਵਿੱਚ ਕੋਈ ਗਲਤ ਨਹੀਂ ਹੈ।: [17, 124, 196, 286]
table-cell: 1: [600, 1901, 699, 1922]
notice-heading: ਪਬਲਿਕ ਨੋਟਿਸ: [596, 217, 962, 247]
general-notice: [9, 317, 204, 492]
notice-body: ਇਸ ਦੁਆਰਾ ਆਮ ਜਨਤਾ ਨੂੰ ਸੂਚਿਤ ਕੀਤਾ ਜਾਂਦਾ ਹੈ ਕਿ ਮੇਰਾ ਯੂਆਈਡੀ ਨੰਬਰ ਗੁੰਮ ਹੋ ਗਿਆ ਹੈ। ਬਾਰ ਕੌਂਸਲ ਆਫ ਪੰਜਾਬ ਐਂਡ ਹਰਿਆਣਾ ਦਾ ਰਜਿਸਟ੍ਰੇਸ਼ਨ ਸਰਟੀਫਿਕੇਟ ਨੰਬਰ P/2381/2016 ਗੁੰਮ ਹੋ ਗਿਆ ਹੈ। ਜਿਸ ਕਿਸੇ ਨੂੰ ਵੀ ਮਿਲੇ ਉਹ ਹੇਠ ਲਿਖੇ ਪਤੇ ਤੇ ਸੰਪਰਕ ਕਰੇ। ਮੋਬਾਈਲ 98164156581.: [983, 1453, 1540, 1479]
court-notice-c: [588, 324, 969, 457]
change-of-name-more: [976, 1204, 1161, 1407]
news-headline: ਸੁਭਾਸ਼ ਬਾਂਸਲ ਬਣੇ ਸ੍ਰੀ ਜੇ ਦੁਰਗਾ ਭਜਨ ਮੰਡਲ ਦੇ ਪ੍ਰਧਾਨ: [212, 930, 582, 984]
court-name: ਬਾ-ਅਦਾਲਤ ਸਹਾਇਕ ਕੁਲੈਕਟਰ ਦਰਜਾ ਪਹਿਲਾ-ਕਮ-ਤਹਿਸੀਲਦਾਰ, ਭਵਾਨੀਗੜ੍ਹ, ਜ਼ਿਲ੍ਹਾ ਸੰਗਰੂਰ: [600, 506, 958, 518]
court-notice-b: [588, 211, 969, 316]
notice-signature: ਸਹਾਇਕ ਟਰਾਂਸਪੋਰਟ ਅਫਸਰ: [1423, 1647, 1540, 1660]
column-2: [212, 84, 582, 924]
list-item: I GURJEET SINGH SON OF GURDEEP SINGH R/O HOUSE NO 178 PARK AVENUE COLONY KOTKAPURA ROAD SRI MUKTSAR SAHIB HAVE CHANGED MY NAME TO GURJEET SINGH RANDHAWA.: [980, 425, 1156, 541]
notice-body: ਇਸ ਨਾਇਬ ਤਹਿਸੀਲਦਾਰ ਦੀ ਅਦਾਲਤ ਵਿਚ ਨਿਸ਼ਾਨਦੇਹੀ ਦਾ ਕੇਸ ਚਲ ਰਿਹਾ ਹੈ ਜਿਸ ਵਿਚ ਪ੍ਰਤੀਵਾਦੀਆਂ ਨੂੰ ਸੂਚਿਤ ਕੀਤਾ ਜਾਂਦਾ ਹੈ ਕਿ ਉਹ ਮਿਤੀ 04/02/2026 ਨੂੰ ਮੌਕੇ ਤੇ ਹਾਜ਼ਰ ਹੋਣ, ਗੈਰ ਹਾਜ਼ਰੀ ਦੀ ਸੂਰਤ ਵਿਚ ਕਾਰਵਾਈ ਇਕਤਰਫਾ ਅਮਲ ਵਿਚ ਲਿਆਂਦੀ ਜਾਵੇਗੀ।: [596, 140, 962, 180]
name-change-column: [1167, 156, 1352, 1198]
registration-mark-bottom-right: C K: [1524, 2365, 1548, 2377]
edition-date: Daily PUNJAB TIMES Jalandhar ਸ਼ਨਿੱਚਰਵਾਰ, 21 ਫਰਵਰੀ, 2026: [1081, 26, 1461, 66]
